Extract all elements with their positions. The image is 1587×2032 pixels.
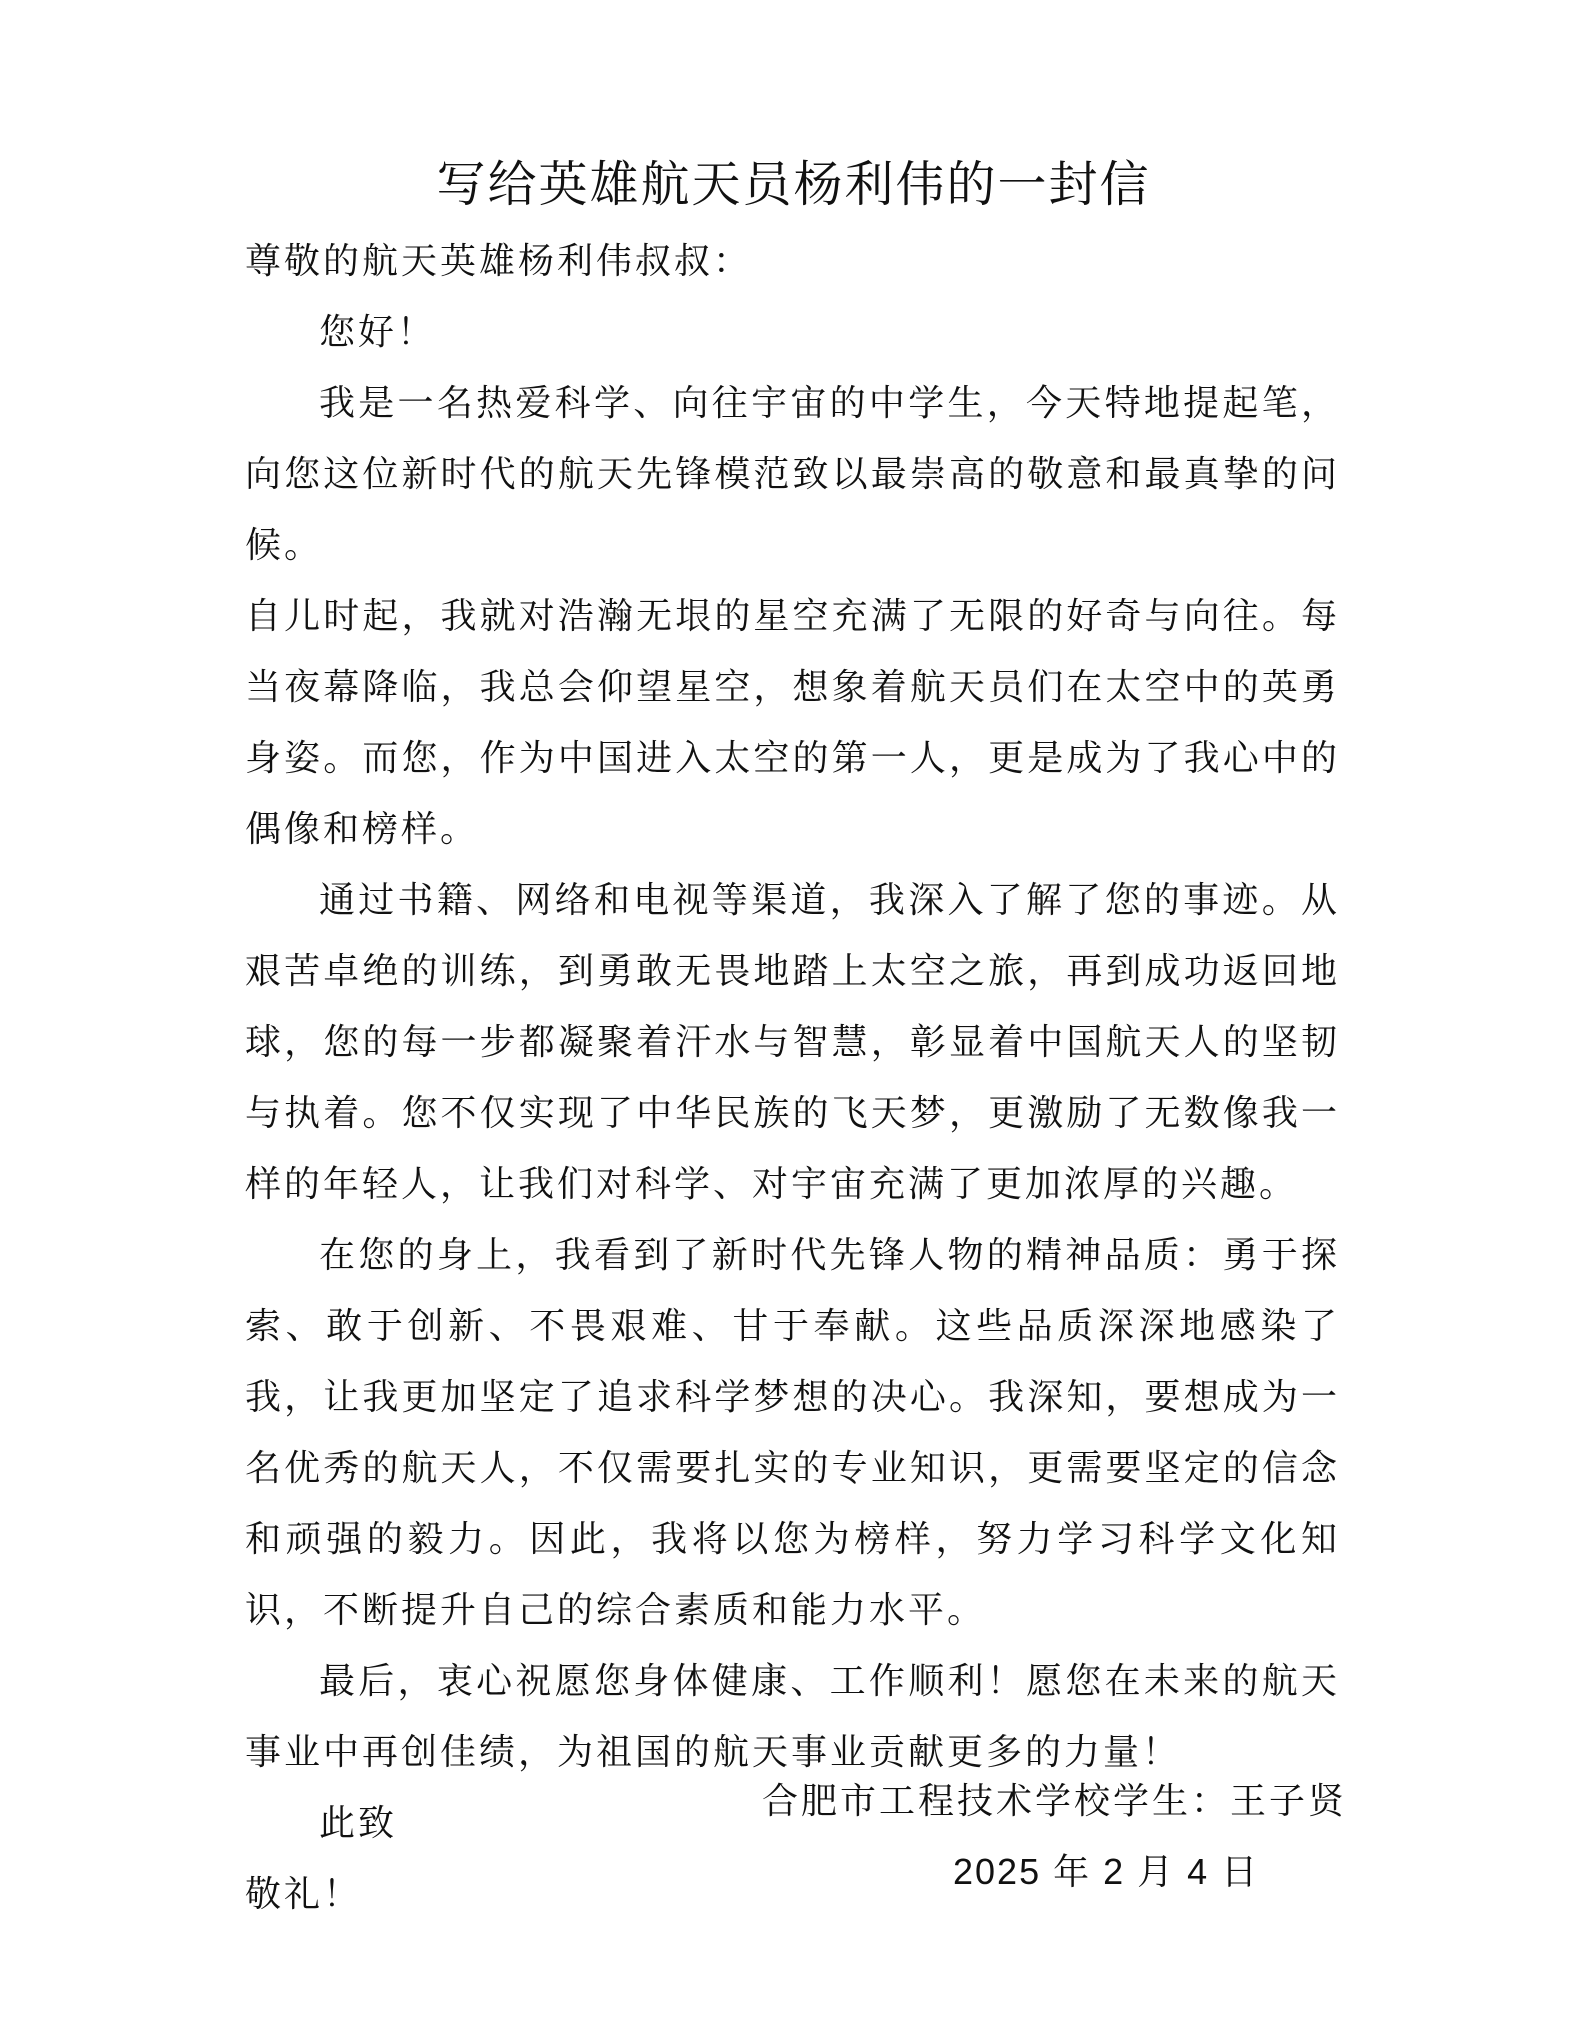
letter-title: 写给英雄航天员杨利伟的一封信 xyxy=(436,156,1151,213)
greeting: 您好！ xyxy=(319,312,437,353)
letter-date: 2025 年 2 月 4 日 xyxy=(953,1851,1260,1892)
paragraph-intro: 我是一名热爱科学、向往宇宙的中学生，今天特地提起笔，向您这位新时代的航天先锋模范致以最崇高的敬意和最真挚的问候。 xyxy=(245,383,1340,566)
letter-body xyxy=(245,226,1340,1930)
paragraph-childhood: 自儿时起，我就对浩瀚无垠的星空充满了无限的好奇与向往。每当夜幕降临，我总会仰望星空，想象着航天员们在太空中的英勇身姿。而您，作为中国进入太空的第一人，更是成为了我心中的偶像和榜样。 xyxy=(245,596,1340,850)
paragraph-achievements: 通过书籍、网络和电视等渠道，我深入了解了您的事迹。从艰苦卓绝的训练，到勇敢无畏地踏上太空之旅，再到成功返回地球，您的每一步都凝聚着汗水与智慧，彰显着中国航天人的坚韧与执着。您不仅实现了中华民族的飞天梦，更激励了无数像我一样的年轻人，让我们对科学、对宇宙充满了更加浓厚的兴趣。 xyxy=(245,880,1340,1205)
signature: 合肥市工程技术学校学生：王子贤 xyxy=(761,1781,1347,1822)
paragraph-wishes: 最后，衷心祝愿您身体健康、工作顺利！愿您在未来的航天事业中再创佳绩，为祖国的航天事业贡献更多的力量！ xyxy=(245,1661,1340,1773)
salutation: 尊敬的航天英雄杨利伟叔叔： xyxy=(245,241,753,282)
paragraph-qualities: 在您的身上，我看到了新时代先锋人物的精神品质：勇于探索、敢于创新、不畏艰难、甘于奉献。这些品质深深地感染了我，让我更加坚定了追求科学梦想的决心。我深知，要想成为一名优秀的航天人，不仅需要扎实的专业知识，更需要坚定的信念和顽强的毅力。因此，我将以您为榜样，努力学习科学文化知识，不断提升自己的综合素质和能力水平。 xyxy=(245,1235,1340,1631)
closing: 此致 xyxy=(319,1803,398,1844)
regards: 敬礼！ xyxy=(245,1874,363,1915)
